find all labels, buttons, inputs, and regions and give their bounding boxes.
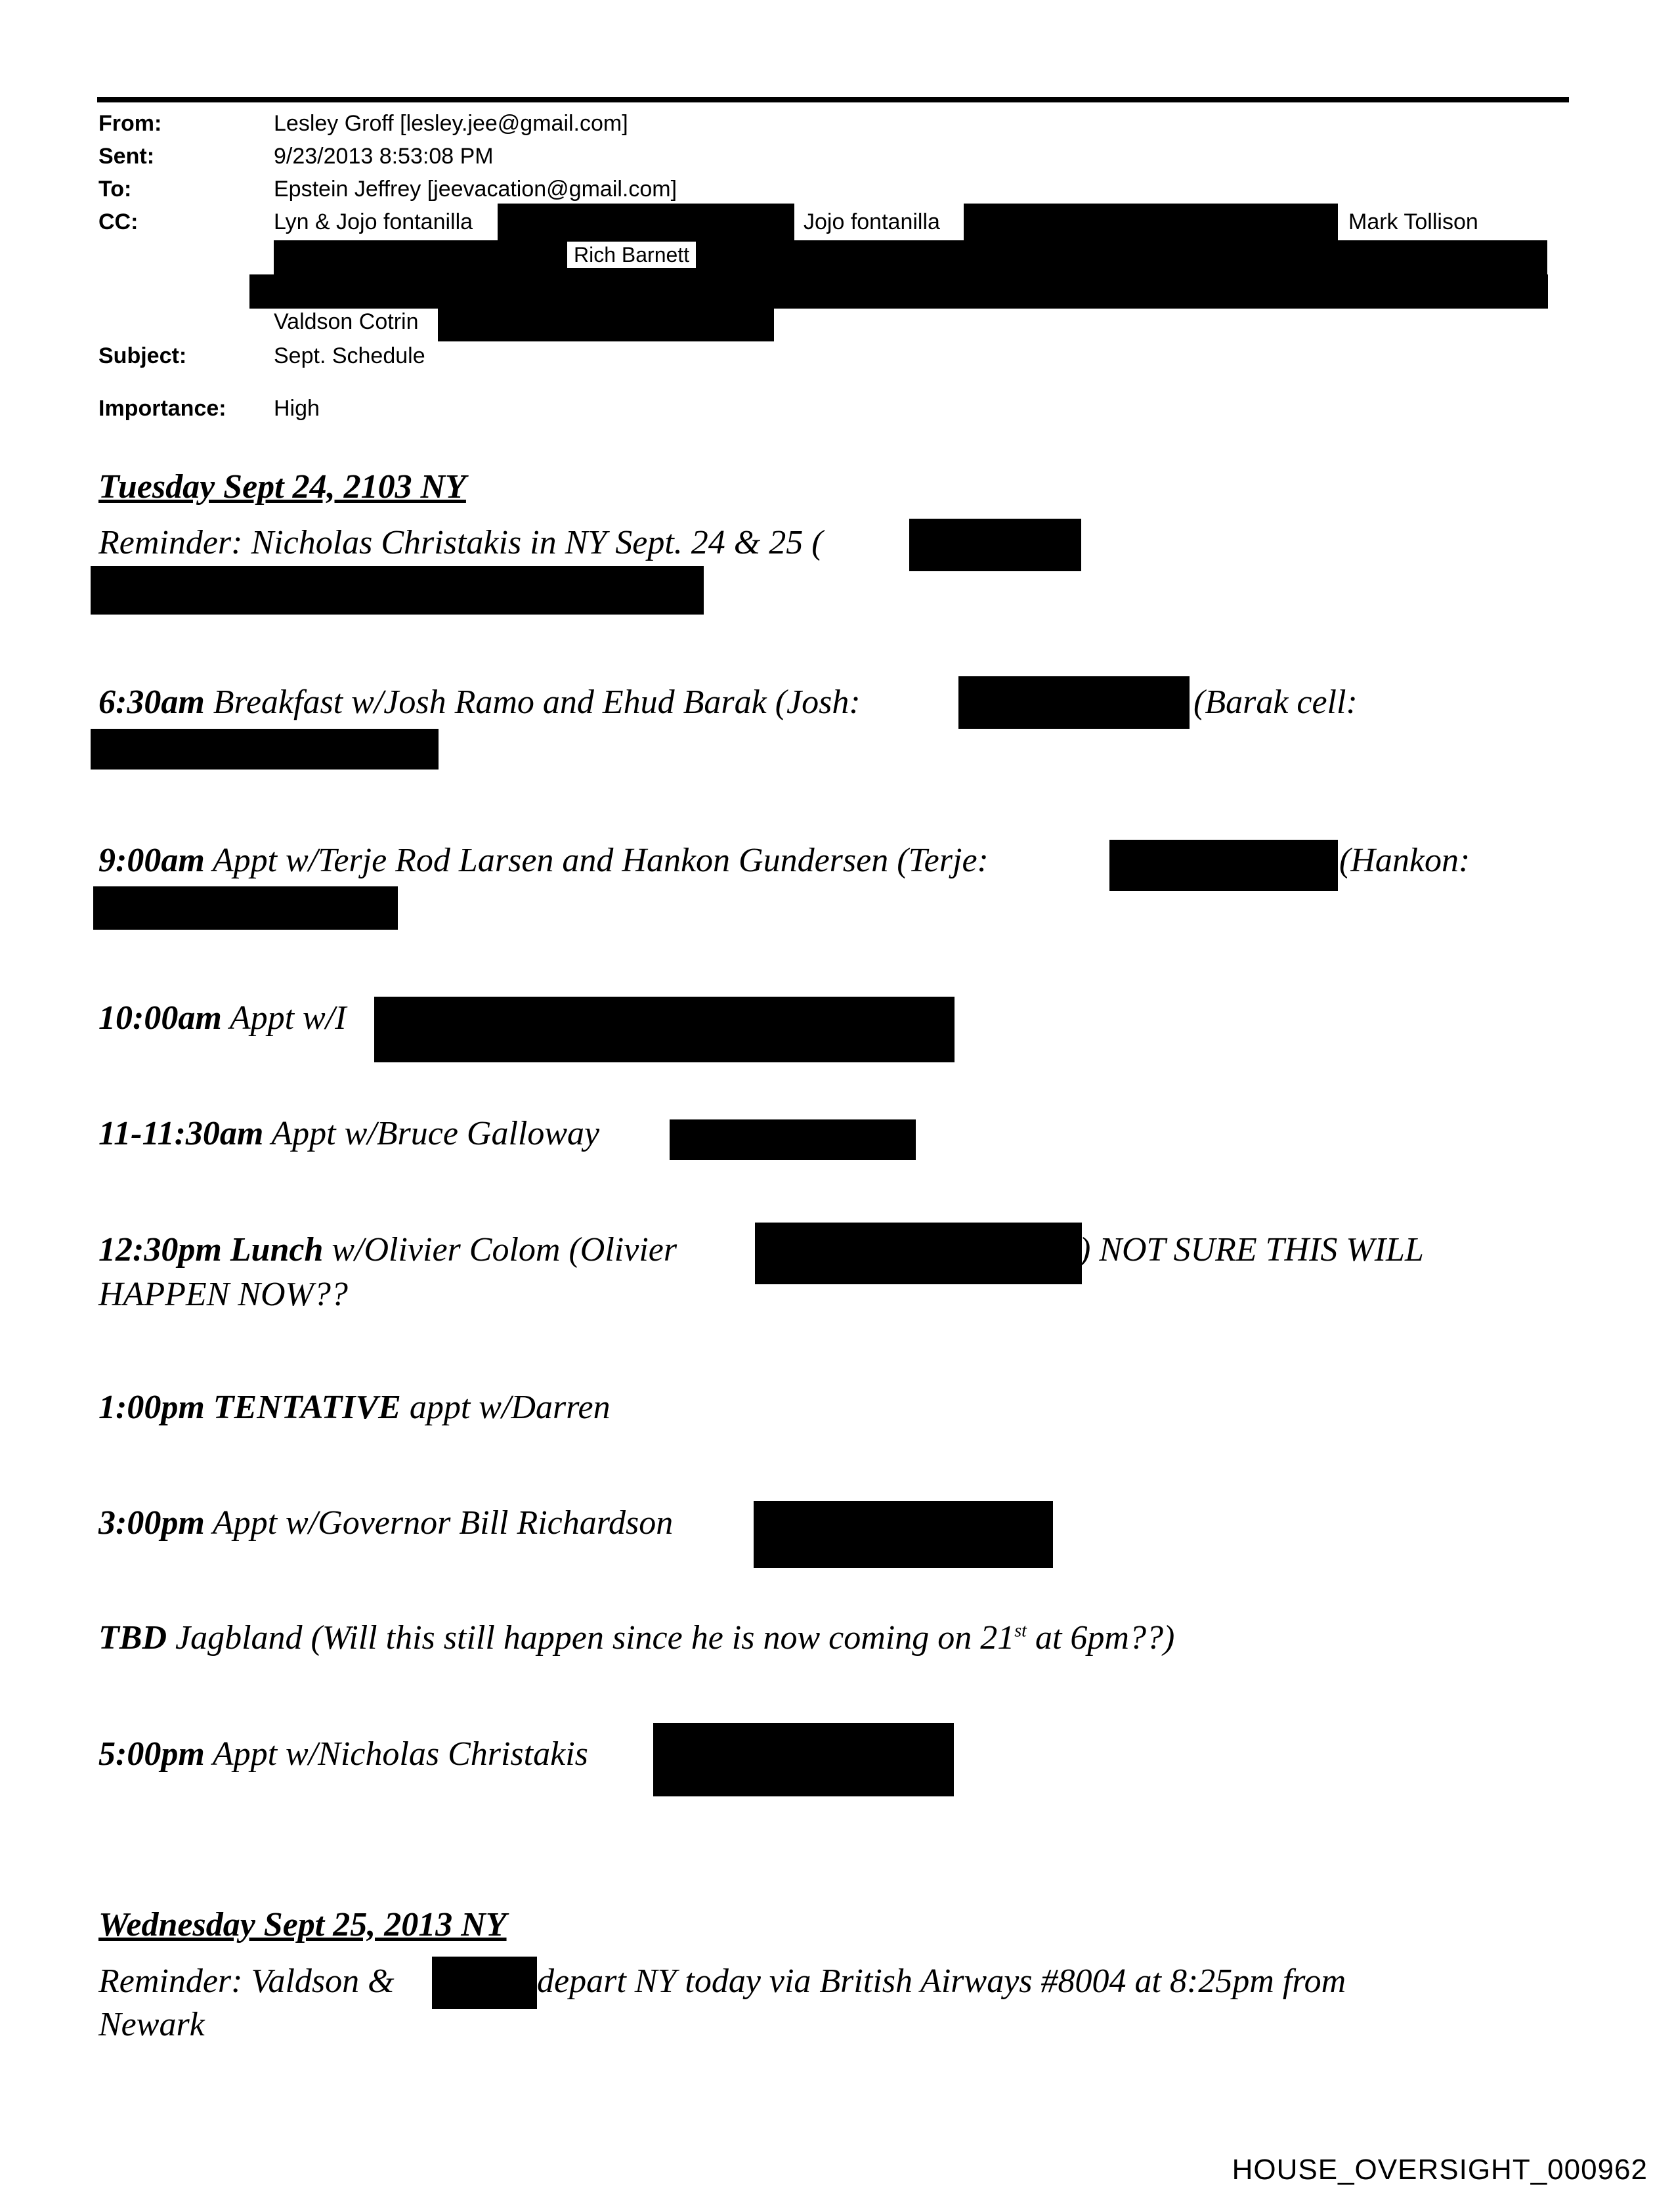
reminder-line: Reminder: Valdson &: [98, 1963, 395, 2000]
to-label: To:: [98, 177, 132, 202]
reminder-line-cont: depart NY today via British Airways #8004 at 8:25pm from: [537, 1963, 1346, 2000]
importance-value: High: [274, 396, 320, 421]
redaction-block: [670, 1119, 916, 1160]
subject-value: Sept. Schedule: [274, 343, 425, 368]
redaction-block: [93, 886, 398, 930]
schedule-item: 11-11:30am Appt w/Bruce Galloway: [98, 1115, 600, 1152]
schedule-item-tail: (Hankon:: [1339, 842, 1470, 879]
cc-name: Jojo fontanilla: [804, 209, 940, 234]
redaction-block: [1109, 840, 1338, 891]
redaction-block: [432, 1957, 537, 2009]
schedule-item: 12:30pm Lunch w/Olivier Colom (Olivier: [98, 1231, 677, 1269]
sent-value: 9/23/2013 8:53:08 PM: [274, 144, 494, 169]
redaction-block: [249, 274, 1548, 309]
cc-name: Mark Tollison: [1348, 209, 1478, 234]
redaction-block: [755, 1223, 1082, 1284]
header-rule: [97, 97, 1569, 102]
schedule-item-tail: (Barak cell:: [1193, 683, 1358, 721]
redaction-block: [374, 997, 955, 1062]
importance-label: Importance:: [98, 396, 226, 421]
subject-label: Subject:: [98, 343, 187, 368]
day-heading: Wednesday Sept 25, 2013 NY: [98, 1906, 507, 1943]
cc-name: Lyn & Jojo fontanilla: [274, 209, 473, 234]
redaction-block: [964, 204, 1338, 240]
redaction-block: [91, 566, 704, 615]
redaction-block: [498, 204, 794, 240]
schedule-item: 6:30am Breakfast w/Josh Ramo and Ehud Barak (Josh:: [98, 683, 861, 721]
redaction-block: [438, 305, 774, 341]
redaction-block: [274, 240, 1547, 274]
from-value: Lesley Groff [lesley.jee@gmail.com]: [274, 111, 628, 136]
redaction-block: [909, 519, 1081, 571]
redaction-block: [754, 1501, 1053, 1568]
schedule-item: 5:00pm Appt w/Nicholas Christakis: [98, 1735, 588, 1773]
to-value: Epstein Jeffrey [jeevacation@gmail.com]: [274, 177, 677, 202]
schedule-item: 10:00am Appt w/I: [98, 999, 347, 1037]
reminder-line-2: Newark: [98, 2006, 205, 2043]
redaction-block: [653, 1723, 954, 1796]
bates-number: HOUSE_OVERSIGHT_000962: [1232, 2154, 1648, 2186]
schedule-item: 9:00am Appt w/Terje Rod Larsen and Hankon Gundersen (Terje:: [98, 842, 989, 879]
day-heading: Tuesday Sept 24, 2103 NY: [98, 468, 466, 506]
schedule-item-line2: HAPPEN NOW??: [98, 1276, 348, 1313]
redaction-block: [91, 729, 439, 770]
schedule-item: 1:00pm TENTATIVE appt w/Darren: [98, 1389, 611, 1426]
redaction-block: [958, 676, 1190, 729]
reminder-line: Reminder: Nicholas Christakis in NY Sept. 24 & 25 (: [98, 524, 823, 561]
schedule-item-tail: ) NOT SURE THIS WILL: [1079, 1231, 1424, 1269]
schedule-item: 3:00pm Appt w/Governor Bill Richardson: [98, 1504, 674, 1542]
schedule-item: TBD Jagbland (Will this still happen since he is now coming on 21st at 6pm??): [98, 1619, 1175, 1657]
from-label: From:: [98, 111, 162, 136]
cc-name: Rich Barnett: [567, 242, 696, 268]
sent-label: Sent:: [98, 144, 155, 169]
cc-name: Valdson Cotrin: [274, 309, 419, 334]
cc-label: CC:: [98, 209, 139, 234]
